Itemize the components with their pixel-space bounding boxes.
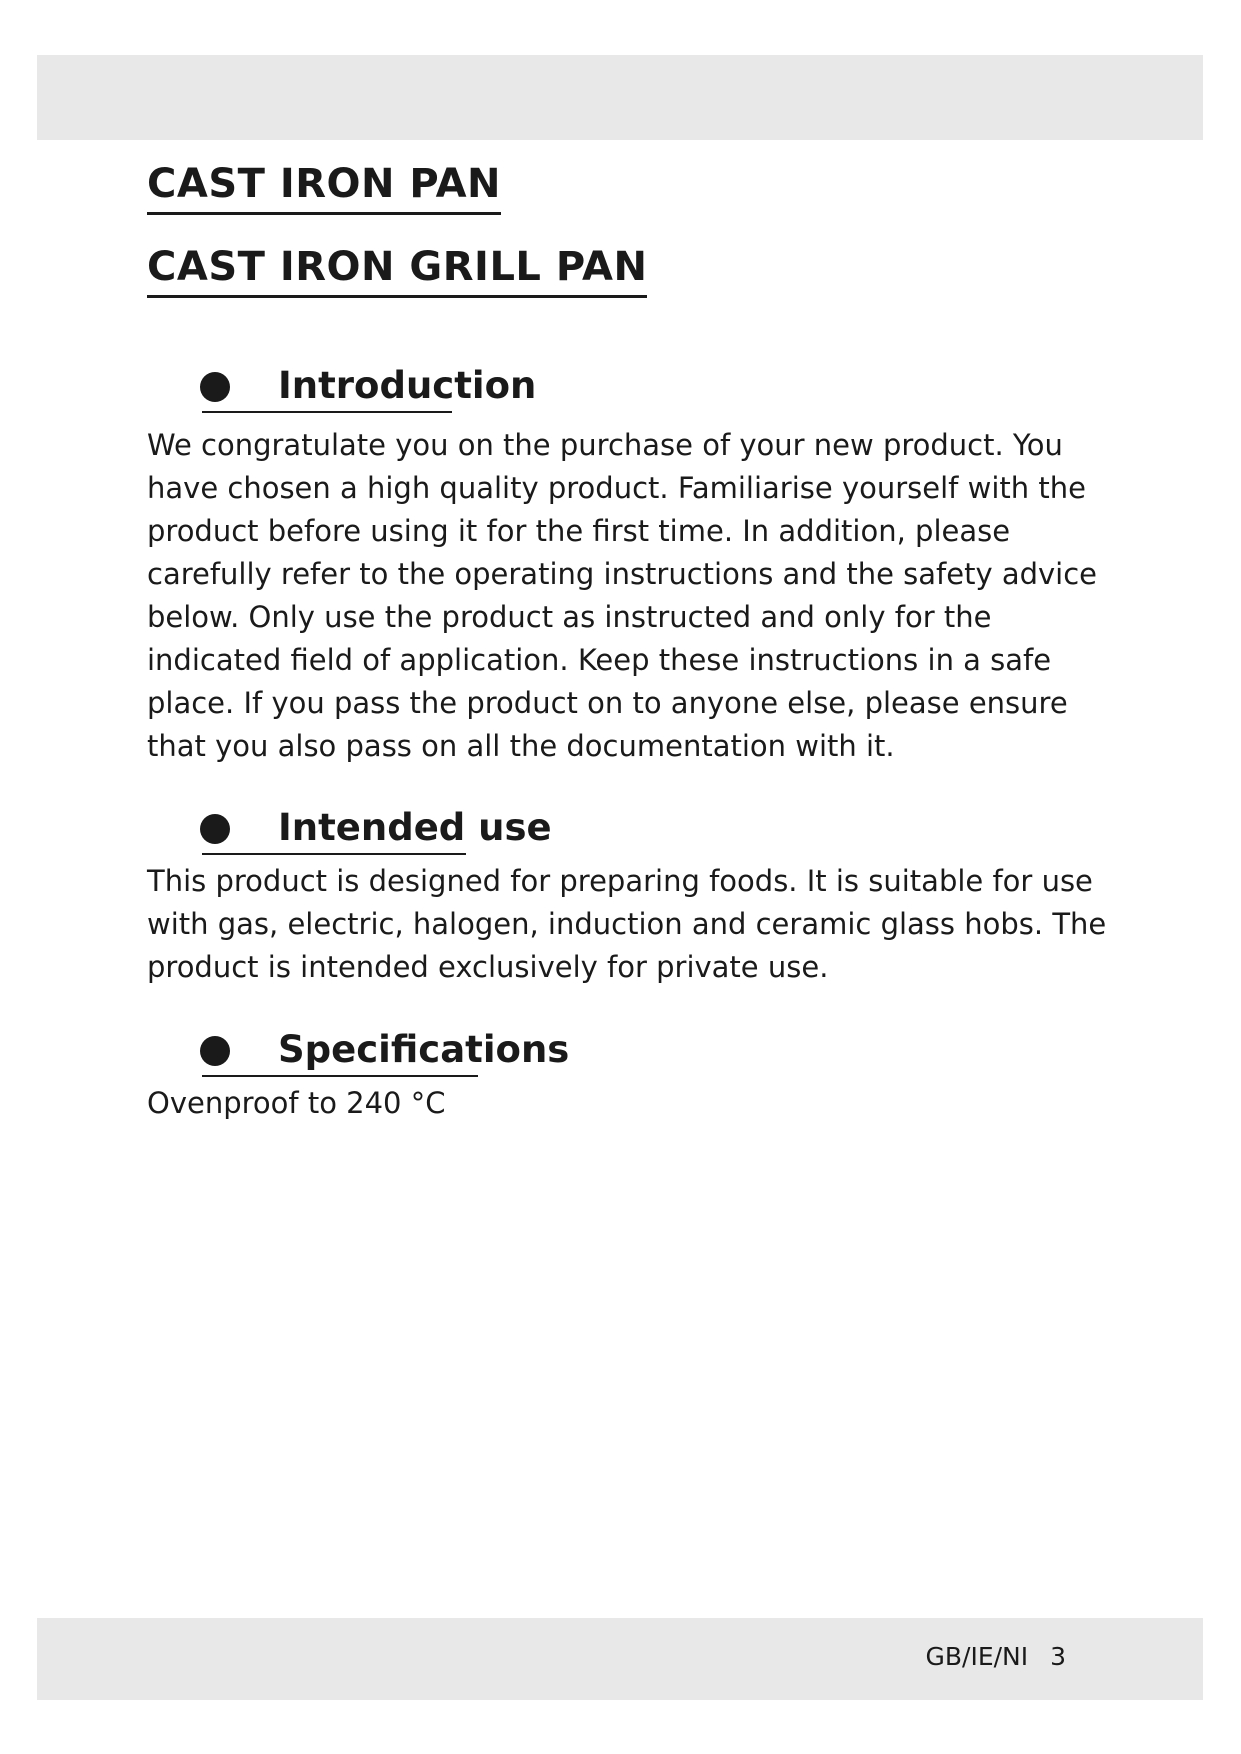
page-title (147, 160, 501, 215)
footer-label (926, 1640, 1066, 1674)
bullet-icon (200, 372, 230, 402)
header-band (37, 55, 1203, 140)
heading-underline (202, 853, 466, 855)
footer-region: GB/IE/NI (925, 1642, 1029, 1671)
subtitle-underline (147, 295, 647, 298)
introduction-paragraph: We congratulate you on the purchase of your new product. You have chosen a high quality product. Familiarise yourself with the product before using it for the first time. In addition, please carefully refer to the operating instructions and the safety advice below. Only use the product as instructed and only for the indicated field of application. Keep these instructions in a safe place. If you pass the product on to anyone else, please ensure that you also pass on all the documentation with it. (147, 428, 1098, 763)
page-number: 3 (1050, 1642, 1066, 1671)
specifications-heading-text: Specifications (278, 1028, 570, 1071)
bullet-icon (200, 814, 230, 844)
bullet-icon (200, 1036, 230, 1066)
page-subtitle (147, 243, 647, 298)
intended-use-paragraph: This product is designed for preparing foods. It is suitable for use with gas, electric, halogen, induction and ceramic glass hobs. The product is intended exclusively for private use. (147, 864, 1107, 984)
page-subtitle-text: CAST IRON GRILL PAN (147, 244, 648, 290)
heading-underline (202, 1075, 478, 1077)
specifications-paragraph: Ovenproof to 240 °C (147, 1086, 446, 1120)
title-underline (147, 212, 501, 215)
intended-use-heading-text: Intended use (278, 806, 552, 849)
page-title-text: CAST IRON PAN (147, 161, 501, 207)
heading-underline (202, 411, 452, 413)
introduction-heading-text: Introduction (278, 364, 537, 407)
